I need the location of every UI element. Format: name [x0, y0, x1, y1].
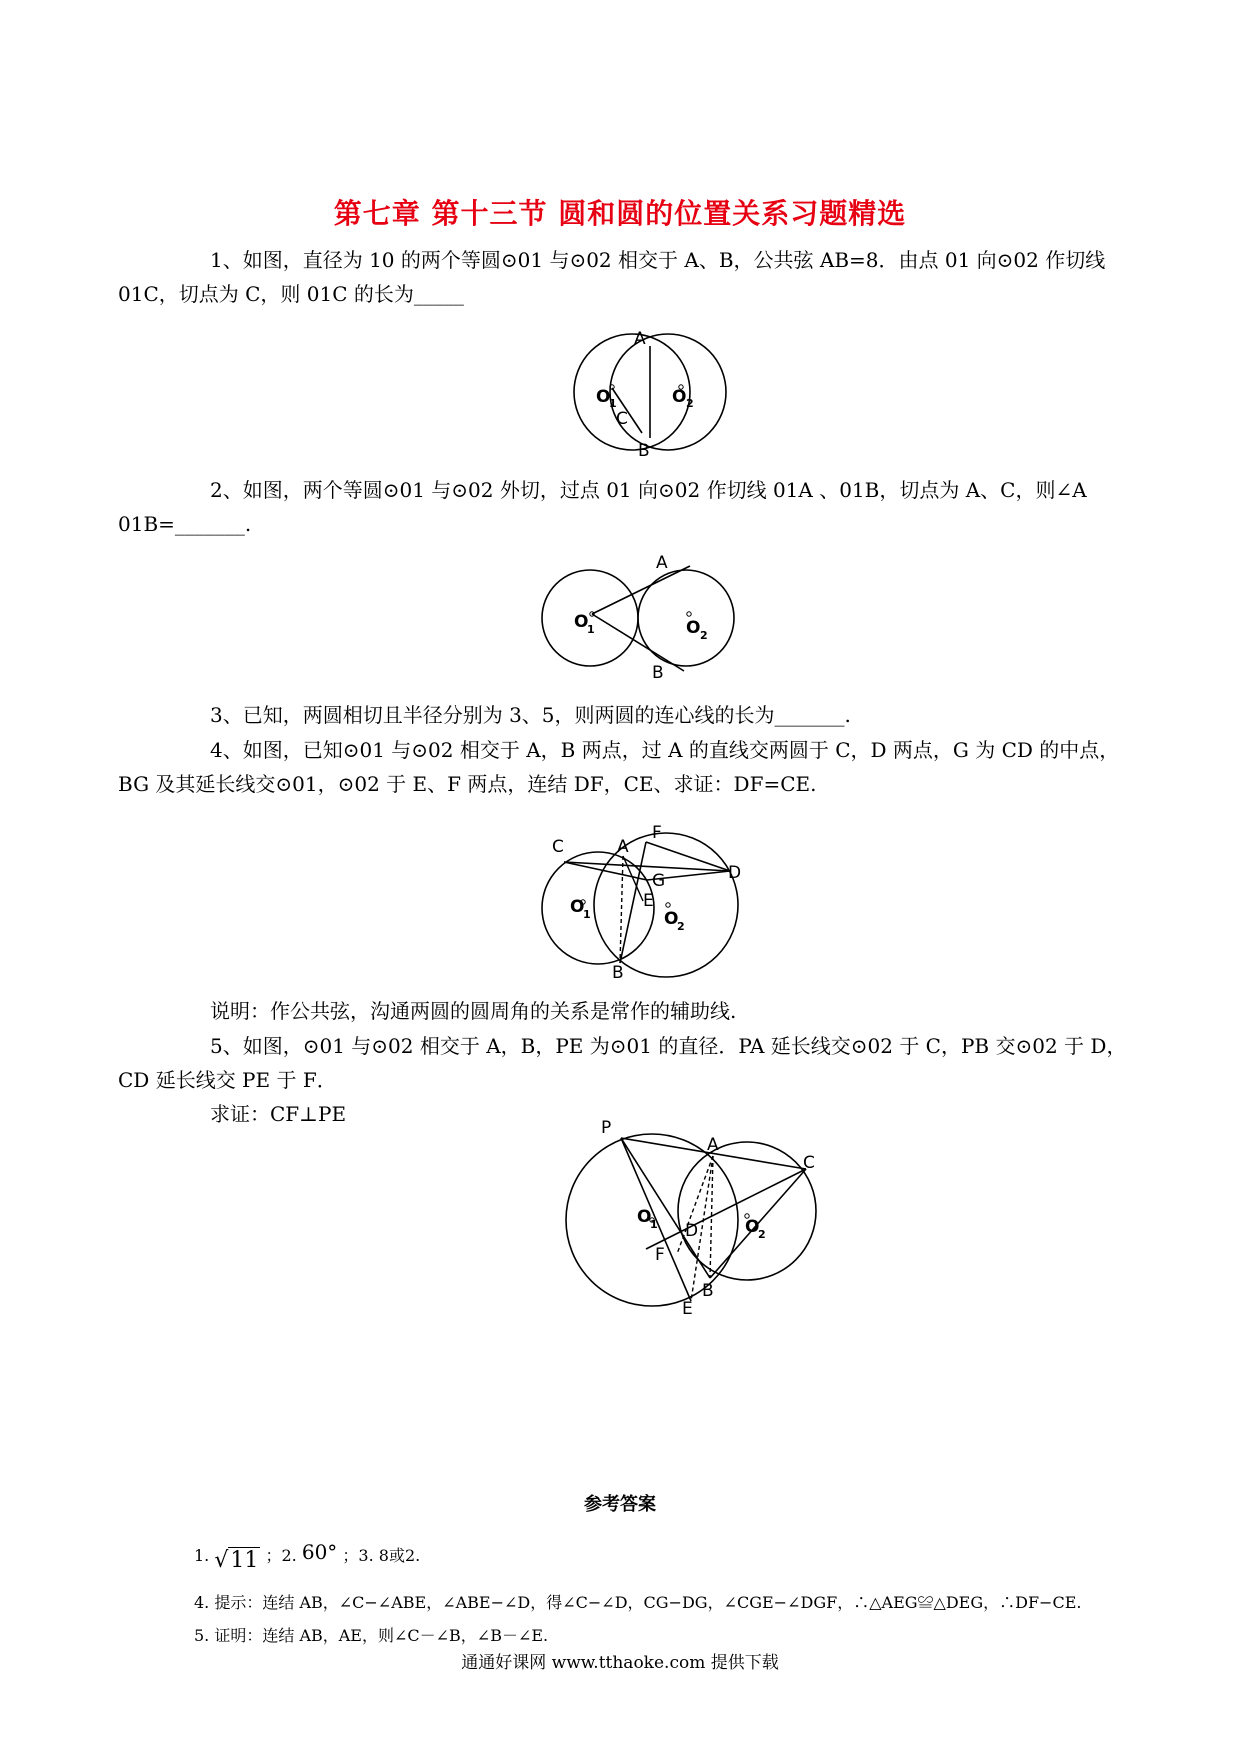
fig2-label-o1-sub: 1: [587, 623, 595, 636]
q5-line3: 求证：CF⊥PE: [210, 1102, 347, 1126]
footer: 通通好课网 www.tthaoke.com 提供下载: [461, 1653, 779, 1673]
fig5-label-o2: O: [745, 1217, 760, 1237]
figure-4: [530, 818, 750, 978]
fig4-label-a: A: [617, 837, 629, 857]
fig4-label-c: C: [552, 837, 564, 857]
fig2-label-o1: O: [574, 612, 589, 632]
fig4-label-d: D: [728, 863, 742, 883]
answer-1-radicand: 11: [230, 1548, 259, 1573]
fig5-label-o1-sub: 1: [650, 1218, 658, 1231]
fig1-label-c: C: [616, 409, 628, 429]
answer-1-prefix: 1.: [194, 1546, 210, 1565]
fig5-label-a: A: [707, 1135, 719, 1155]
fig1-label-o1: O: [596, 387, 611, 407]
fig5-label-e: E: [682, 1299, 693, 1318]
answers-title: 参考答案: [584, 1494, 656, 1515]
fig5-label-o2-sub: 2: [758, 1228, 766, 1241]
fig4-label-o2: O: [664, 909, 679, 929]
answer-2-prefix: ；2.: [265, 1546, 297, 1565]
fig2-label-o2: O: [686, 618, 701, 638]
fig4-label-b: B: [612, 963, 624, 978]
fig4-label-o1-sub: 1: [583, 908, 591, 921]
fig5-label-o1: O: [637, 1207, 652, 1227]
fig2-label-o2-sub: 2: [700, 629, 708, 642]
answer-3: ；3. 8或2.: [342, 1546, 421, 1565]
figure-5: [565, 1118, 835, 1318]
note-line: 说明：作公共弦，沟通两圆的圆周角的关系是常作的辅助线.: [210, 999, 737, 1023]
page-title: 第七章 第十三节 圆和圆的位置关系习题精选: [333, 197, 907, 230]
fig1-label-o1-sub: 1: [609, 397, 617, 410]
figure-2: [540, 553, 740, 683]
figure-1: [560, 330, 740, 458]
answer-2-value: 60°: [301, 1540, 338, 1564]
fig4-label-g: G: [652, 871, 666, 891]
fig1-label-o2-sub: 2: [686, 397, 694, 410]
fig5-label-c: C: [803, 1153, 815, 1173]
q2-line1: 2、如图，两个等圆⊙01 与⊙02 外切，过点 01 向⊙02 作切线 01A 、01B，切点为 A、C，则∠A: [210, 478, 1087, 502]
fig1-label-b: B: [638, 441, 650, 458]
q3-line1: 3、已知，两圆相切且半径分别为 3、5，则两圆的连心线的长为_______.: [210, 703, 851, 727]
fig1-label-a: A: [634, 330, 646, 349]
answer-line-4: 4. 提示：连结 AB，∠C−∠ABE，∠ABE−∠D，得∠C−∠D，CG−DG，∠CGE−∠DGF，∴△AEG≌△DEG，∴DF−CE.: [194, 1593, 1082, 1612]
answer-line-5: 5. 证明：连结 AB，AE，则∠C－∠B，∠B－∠E.: [194, 1626, 549, 1645]
q2-line2: 01B=_______.: [118, 512, 252, 536]
fig1-label-o2: O: [672, 387, 687, 407]
fig4-label-e: E: [643, 891, 654, 911]
answer-1-sqrt: √11: [214, 1548, 259, 1573]
fig4-label-o2-sub: 2: [677, 920, 685, 933]
fig5-label-d: D: [685, 1221, 699, 1241]
answer-line-1: [194, 1540, 420, 1573]
q5-line2: CD 延长线交 PE 于 F．: [118, 1068, 337, 1092]
q4-line1: 4、如图，已知⊙01 与⊙02 相交于 A，B 两点，过 A 的直线交两圆于 C，D 两点，G 为 CD 的中点，: [210, 738, 1120, 762]
q1-line2: 01C，切点为 C，则 01C 的长为_____: [118, 282, 464, 306]
fig2-label-b: B: [652, 663, 664, 683]
q4-line2: BG 及其延长线交⊙01，⊙02 于 E、F 两点，连结 DF，CE、求证：DF=CE.: [118, 772, 817, 796]
q5-line1: 5、如图，⊙01 与⊙02 相交于 A，B，PE 为⊙01 的直径．PA 延长线交⊙02 于 C，PB 交⊙02 于 D，: [210, 1034, 1127, 1058]
fig4-label-o1: O: [570, 897, 585, 917]
fig4-label-f: F: [652, 823, 662, 843]
fig5-label-f: F: [655, 1245, 665, 1265]
fig2-label-a: A: [656, 553, 668, 573]
fig5-label-b: B: [702, 1281, 714, 1301]
fig5-label-p: P: [601, 1118, 612, 1138]
q1-line1: 1、如图，直径为 10 的两个等圆⊙01 与⊙02 相交于 A、B，公共弦 AB=8．由点 01 向⊙02 作切线: [210, 248, 1106, 272]
